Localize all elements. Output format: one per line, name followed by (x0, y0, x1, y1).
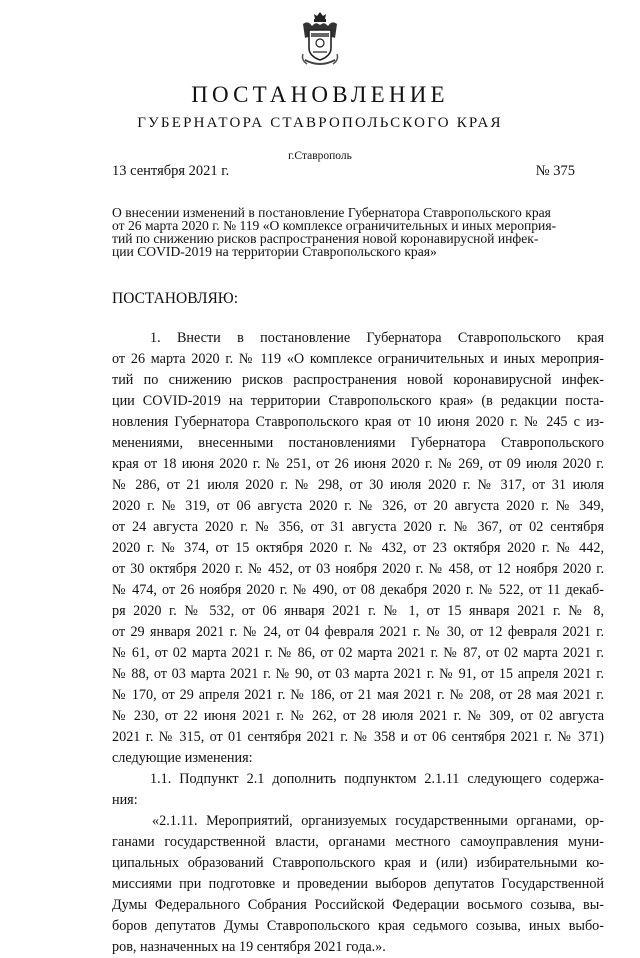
body-line: ров, назначенных на 19 сентября 2021 года.». (112, 939, 386, 955)
body-line: 2021 г. № 315, от 01 сентября 2021 г. № 358 и от 06 сентября 2021 г. № 371) (112, 729, 604, 745)
body-line: следующие изменения: (112, 750, 253, 766)
subject-line: ции COVID-2019 на территории Ставропольского края» (112, 244, 437, 259)
document-body (112, 328, 604, 958)
document-title: ПОСТАНОВЛЕНИЕ (191, 82, 449, 107)
body-line: № 88, от 03 марта 2021 г. № 90, от 03 марта 2021 г. № 91, от 15 апреля 2021 г. (112, 666, 604, 682)
body-line: № 170, от 29 апреля 2021 г. № 186, от 21 мая 2021 г. № 208, от 28 мая 2021 г. (112, 687, 604, 703)
city-label: г.Ставрополь (288, 150, 352, 162)
subject-line: О внесении изменений в постановление Губернатора Ставропольского края (112, 205, 551, 220)
body-line: новления Губернатора Ставропольского края от 10 июня 2020 г. № 245 с из- (112, 414, 604, 430)
body-line: ции COVID-2019 на территории Ставропольского края» (в редакции поста- (112, 393, 604, 409)
body-line: от 26 марта 2020 г. № 119 «О комплексе ограничительных и иных мероприя- (112, 351, 604, 367)
body-line: ря 2020 г. № 532, от 06 января 2021 г. № 1, от 15 января 2021 г. № 8, (112, 603, 604, 619)
body-line: миссиями при подготовке и проведении выборов депутатов Государственной (112, 876, 604, 892)
body-line: края от 18 июня 2020 г. № 251, от 26 июня 2020 г. № 269, от 09 июля 2020 г. (112, 456, 604, 472)
body-line: ципальных образований Ставропольского края и (или) избирательными ко- (112, 855, 604, 871)
body-line: от 24 августа 2020 г. № 356, от 31 августа 2020 г. № 367, от 02 сентября (112, 519, 604, 535)
document-subtitle: ГУБЕРНАТОРА СТАВРОПОЛЬСКОГО КРАЯ (137, 115, 503, 131)
body-line: № 286, от 21 июля 2020 г. № 298, от 30 июля 2020 г. № 317, от 31 июля (112, 477, 604, 493)
body-line: № 61, от 02 марта 2021 г. № 86, от 02 марта 2021 г. № 87, от 02 марта 2021 г. (112, 645, 604, 661)
body-line: № 230, от 22 июня 2021 г. № 262, от 28 июля 2021 г. № 309, от 02 августа (112, 708, 604, 724)
document-subject (112, 206, 576, 258)
body-line: ганами государственной власти, органами местного самоуправления муни- (112, 834, 604, 850)
body-line: 1. Внести в постановление Губернатора Ставропольского края (150, 330, 604, 346)
body-line: менениями, внесенными постановлениями Губернатора Ставропольского (112, 435, 604, 451)
subject-line: тий по снижению рисков распространения новой коронавирусной инфек- (112, 231, 539, 246)
coat-of-arms-icon (299, 10, 341, 70)
body-line: «2.1.11. Мероприятий, организуемых государственными органами, ор- (152, 813, 604, 829)
body-line: 2020 г. № 374, от 15 октября 2020 г. № 432, от 23 октября 2020 г. № 442, (112, 540, 604, 556)
body-line: от 29 января 2021 г. № 24, от 04 февраля 2021 г. № 30, от 12 февраля 2021 г. (112, 624, 604, 640)
body-line: № 474, от 26 ноября 2020 г. № 490, от 08 декабря 2020 г. № 522, от 11 декаб- (112, 582, 604, 598)
subject-line: от 26 марта 2020 г. № 119 «О комплексе ограничительных и иных мероприя- (112, 218, 557, 233)
body-line: 2020 г. № 319, от 06 августа 2020 г. № 326, от 20 августа 2020 г. № 349, (112, 498, 604, 514)
body-line: боров депутатов Думы Ставропольского края седьмого созыва, иных выбо- (112, 918, 604, 934)
body-line: тий по снижению рисков распространения новой коронавирусной инфек- (112, 372, 604, 388)
document-date: 13 сентября 2021 г. (112, 163, 230, 179)
document-number: № 375 (535, 163, 575, 179)
body-line: ния: (112, 792, 138, 808)
decree-heading: ПОСТАНОВЛЯЮ: (112, 290, 239, 307)
body-line: 1.1. Подпункт 2.1 дополнить подпунктом 2.1.11 следующего содержа- (150, 771, 604, 787)
body-line: от 30 октября 2020 г. № 452, от 03 ноября 2020 г. № 458, от 12 ноября 2020 г. (112, 561, 604, 577)
body-line: Думы Федерального Собрания Российской Федерации восьмого созыва, вы- (112, 897, 604, 913)
